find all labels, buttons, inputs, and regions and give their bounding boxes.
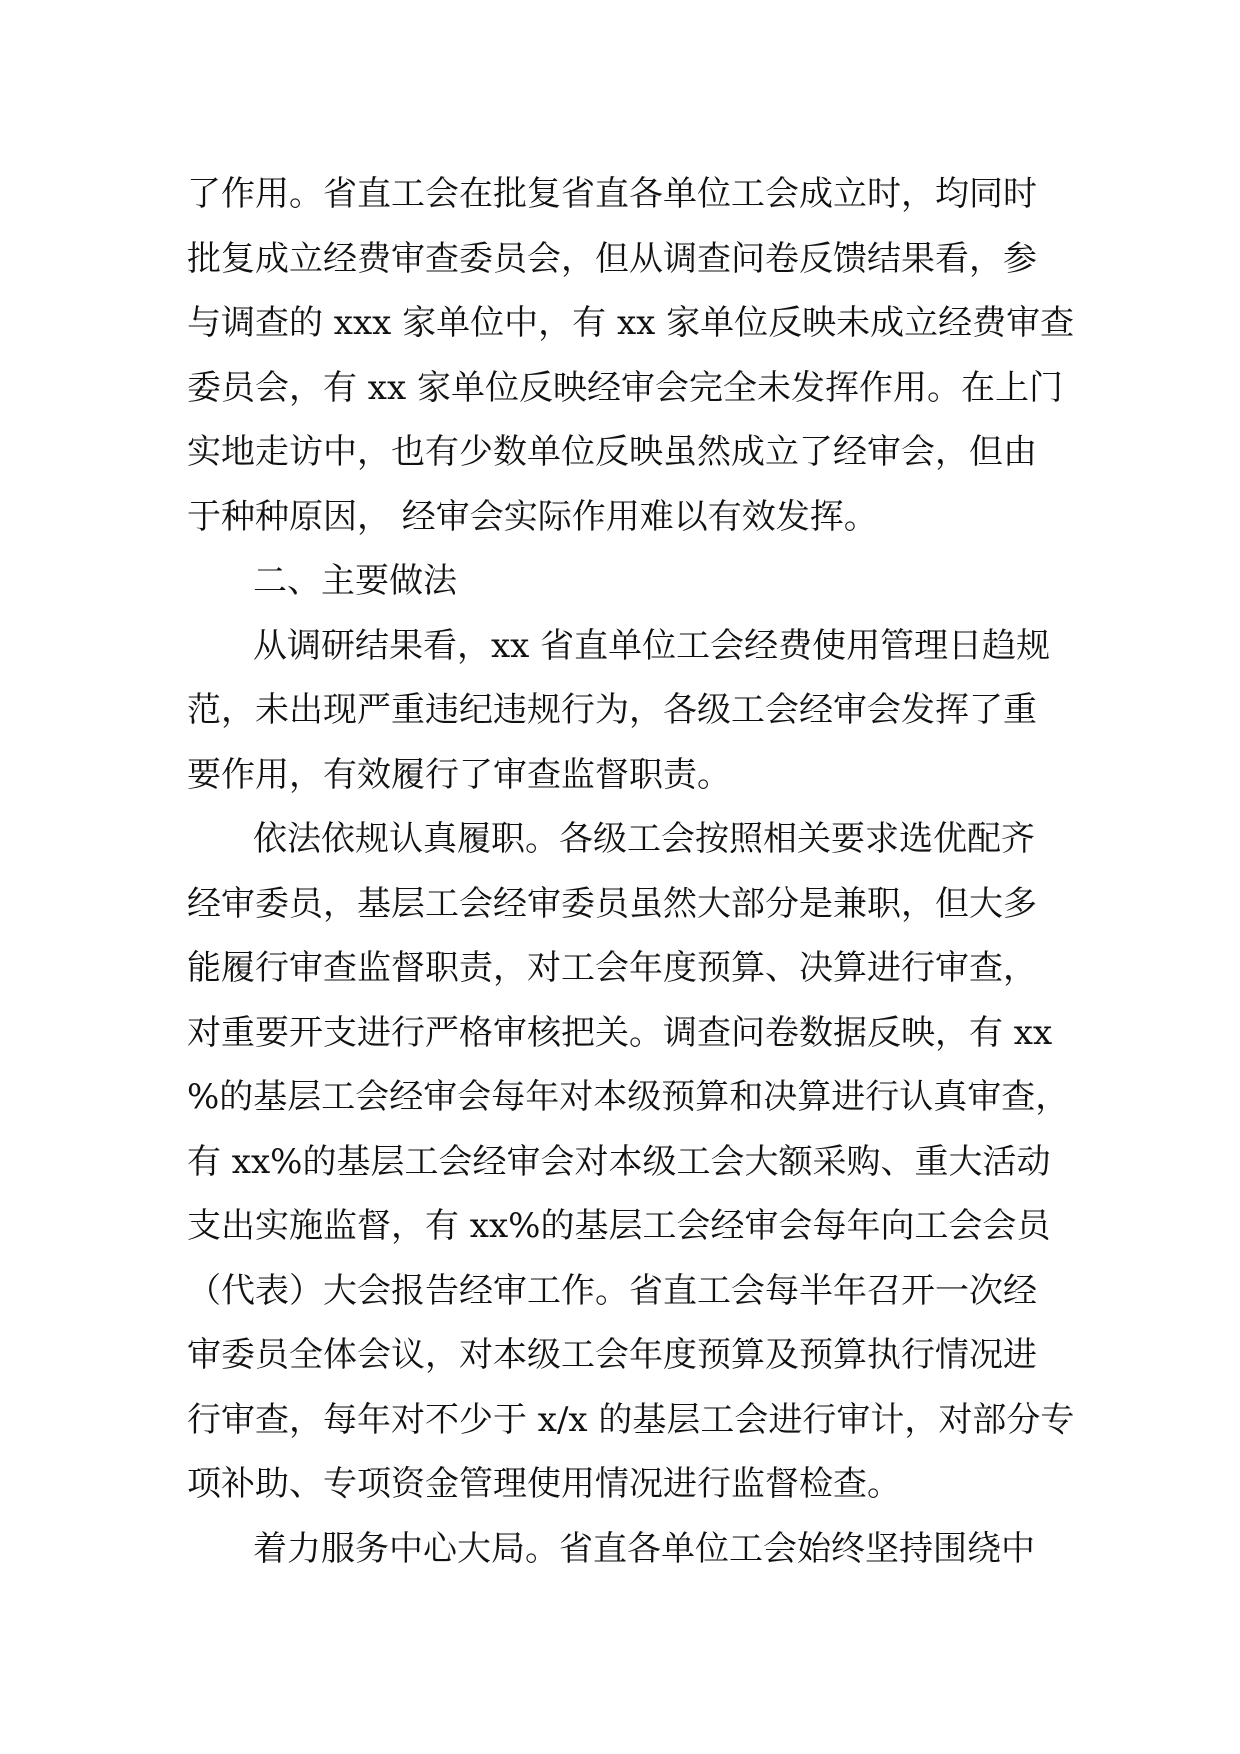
text-line: 项补助、专项资金管理使用情况进行监督检查。 — [187, 1464, 901, 1504]
text-line: 于种种原因， 经审会实际作用难以有效发挥。 — [187, 496, 878, 537]
document-body — [187, 162, 1075, 1581]
text-line: 经审委员，基层工会经审委员虽然大部分是兼职，但大多 — [187, 883, 1037, 924]
text-line: 支出实施监督，有 xx%的基层工会经审会每年向工会会员 — [187, 1206, 1051, 1246]
text-line: 要作用，有效履行了审查监督职责。 — [187, 754, 731, 795]
text-line: 二、主要做法 — [253, 561, 457, 601]
text-line: 实地走访中，也有少数单位反映虽然成立了经审会，但由 — [187, 432, 1037, 472]
text-line: 范，未出现严重违纪违规行为，各级工会经审会发挥了重 — [187, 690, 1037, 730]
text-line: 审委员全体会议，对本级工会年度预算及预算执行情况进 — [187, 1335, 1037, 1375]
text-line: 委员会，有 xx 家单位反映经审会完全未发挥作用。在上门 — [187, 367, 1063, 408]
text-line: （代表）大会报告经审工作。省直工会每半年召开一次经 — [187, 1270, 1037, 1311]
text-line: 批复成立经费审查委员会，但从调查问卷反馈结果看，参 — [187, 238, 1037, 279]
text-line: 从调研结果看，xx 省直单位工会经费使用管理日趋规 — [253, 625, 1051, 666]
text-line: 依法依规认真履职。各级工会按照相关要求选优配齐 — [253, 819, 1035, 859]
text-line: 能履行审查监督职责，对工会年度预算、决算进行审查， — [187, 948, 1037, 988]
text-line: %的基层工会经审会每年对本级预算和决算进行认真审查， — [187, 1077, 1070, 1117]
text-line: 与调查的 xxx 家单位中，有 xx 家单位反映未成立经费审查 — [187, 303, 1075, 343]
text-line: 了作用。省直工会在批复省直各单位工会成立时，均同时 — [187, 174, 1037, 214]
text-line: 对重要开支进行严格审核把关。调查问卷数据反映，有 xx — [187, 1012, 1053, 1053]
text-line: 行审查，每年对不少于 x/x 的基层工会进行审计，对部分专 — [187, 1399, 1075, 1440]
text-line: 着力服务中心大局。省直各单位工会始终坚持围绕中 — [253, 1528, 1035, 1569]
text-line: 有 xx%的基层工会经审会对本级工会大额采购、重大活动 — [187, 1141, 1051, 1182]
